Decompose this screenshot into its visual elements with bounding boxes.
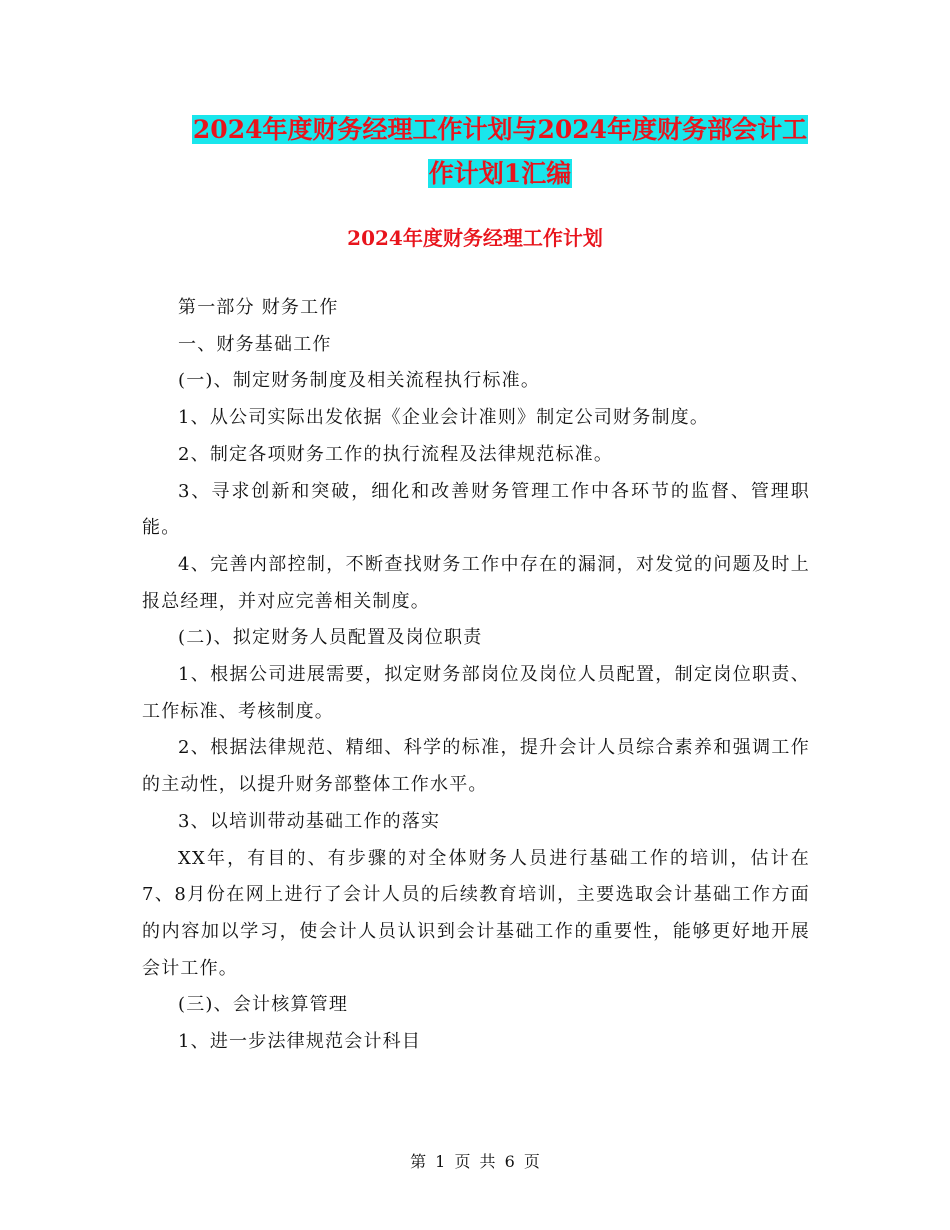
paragraph: 4、完善内部控制，不断查找财务工作中存在的漏洞，对发觉的问题及时上报总经理，并对应完善相关制度。 — [142, 553, 810, 612]
paragraph: (二)、拟定财务人员配置及岗位职责 — [178, 627, 483, 649]
document-title-line-1 — [140, 110, 860, 150]
paragraph: (一)、制定财务制度及相关流程执行标准。 — [178, 370, 541, 392]
paragraph: 第一部分 财务工作 — [178, 297, 339, 318]
paragraph: 1、进一步法律规范会计科目 — [178, 1031, 422, 1053]
paragraph: 3、以培训带动基础工作的落实 — [178, 810, 441, 832]
document-body — [142, 290, 810, 1061]
document-title-text-2: 作计划1汇编 — [428, 159, 572, 188]
document-title-text-1: 2024年度财务经理工作计划与2024年度财务部会计工 — [192, 115, 808, 144]
paragraph: 2、制定各项财务工作的执行流程及法律规范标准。 — [178, 443, 614, 465]
paragraph: 1、从公司实际出发依据《企业会计准则》制定公司财务制度。 — [178, 407, 710, 429]
paragraph: 2、根据法律规范、精细、科学的标准，提升会计人员综合素养和强调工作的主动性，以提升财务部整体工作水平。 — [142, 737, 810, 796]
paragraph: (三)、会计核算管理 — [178, 994, 349, 1016]
paragraph: 一、财务基础工作 — [178, 333, 332, 355]
document-title-line-2 — [140, 154, 860, 194]
section-title: 2024年度财务经理工作计划 — [347, 226, 603, 250]
paragraph: 1、根据公司进展需要，拟定财务部岗位及岗位人员配置，制定岗位职责、工作标准、考核制度。 — [142, 664, 810, 722]
paragraph: 3、寻求创新和突破，细化和改善财务管理工作中各环节的监督、管理职能。 — [142, 480, 810, 539]
paragraph: XX年，有目的、有步骤的对全体财务人员进行基础工作的培训，估计在7、8月份在网上进行了会计人员的后续教育培训，主要选取会计基础工作方面的内容加以学习，使会计人员认识到会计基础工作的重要性，能够更好地开展会计工作。 — [142, 847, 810, 979]
page-footer: 第 1 页 共 6 页 — [410, 1152, 540, 1171]
